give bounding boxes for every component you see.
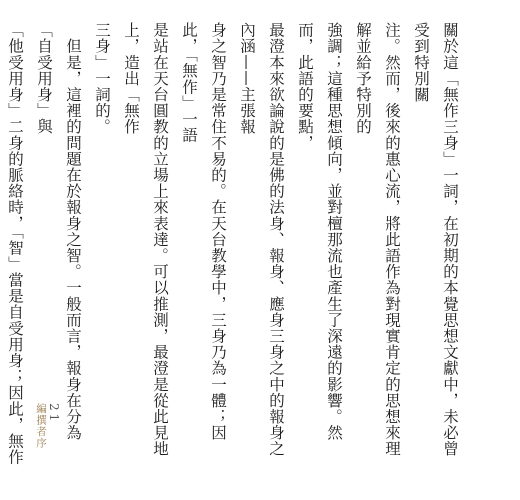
page-number: 21 (47, 403, 61, 425)
text-column: 三身」一詞的。 (93, 22, 111, 135)
text-column: 「他受用身」二身的脈絡時，「智」當是自受用身；因此，無作 (6, 22, 24, 466)
text-column: 關於這「無作三身」一詞，在初期的本覺思想文獻中，未必曾受到特別關 (412, 22, 459, 457)
body-text (6, 22, 464, 466)
section-label: 編撰者序 (35, 403, 47, 449)
text-column: 但是，這裡的問題在於報身之智。一般而言，報身在分為「自受用身」與 (35, 22, 82, 441)
text-column: 是站在天台圓教的立場上來表達。可以推測，最澄是從此見地上，造出「無作 (122, 22, 169, 457)
text-column: 強調；這種思想傾向，並對檀那流也產生了深遠的影響。然而，此語的要點， (296, 22, 343, 441)
text-column: 最澄本來欲論說的是佛的法身、報身、應身三身之中的報身之內涵——主張報 (238, 22, 285, 457)
text-column: 注。然而，後來的惠心流，將此語作為對現實肯定的思想來理解並給予特別的 (354, 22, 401, 457)
text-column: 身之智乃是常住不易的。在天台教學中，三身乃為一體；因此，「無作」一語 (180, 22, 227, 441)
